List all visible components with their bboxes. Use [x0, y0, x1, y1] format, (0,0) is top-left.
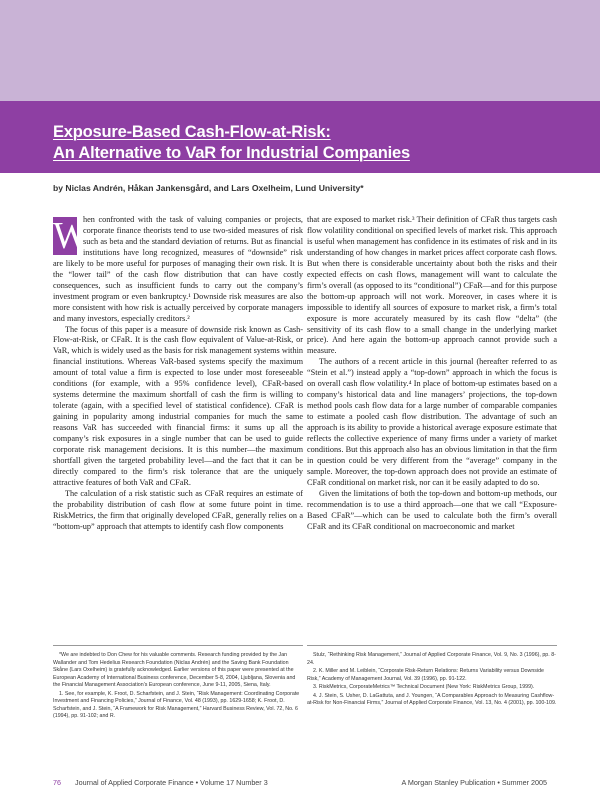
paragraph: that are exposed to market risk.³ Their definition of CFaR thus targets cash flow volatility conditional on specified levels of market risk. This approach is useful when management has confidence in its estimates of risk and in its understanding of how changes in market prices affect corporate cash flows. But when there is considerable uncertainty about both the risks and their expected effects on cash flows, management will want to calculate the firm’s overall (as opposed to its “conditional”) CFaR—and for this purpose the bottom-up approach will not work. Moreover, in cases where it is impossible to identify all sources of exposure to market risk, a firm’s total exposure is more accurately measured by its cash flow “delta” (the sensitivity of its cash flow to a small change in the underlying market price). And here again the bottom-up approach cannot provide such a measure.	[307, 215, 557, 356]
footnote: Stulz, “Rethinking Risk Management,” Journal of Applied Corporate Finance, Vol. 9, No. 3 (1996), pp. 8-24.	[307, 652, 556, 666]
header-top-band	[0, 0, 600, 101]
article-title-line-1: Exposure-Based Cash-Flow-at-Risk:	[53, 123, 331, 141]
footnote: *We are indebted to Don Chew for his valuable comments. Research funding provided by the Jan Wallander and Tom Hedelius Research Foundation (Niclas Andrén) and the Saving Bank Foundation Skåne (Lars Oxelheim) is gratefully acknowledged. Earlier versions of this paper were presented at the European Academy of International Business conference, December 5-8, 2004, Ljubljana, Slovenia and the Financial Management Association’s European conference, June 9-11, 2005, Siena, Italy.	[53, 652, 296, 688]
footnote: 4. J. Stein, S. Usher, D. LaGattuta, and J. Youngen, “A Comparables Approach to Measuring Cashflow-at-Risk for Non-Financial Firms,” Journal of Applied Corporate Finance, Vol. 13, No. 4 (2001), pp. 100-109.	[307, 692, 557, 706]
footnote: 2. K. Miller and M. Leiblein, “Corporate Risk-Return Relations: Returns Variability versus Downside Risk,” Academy of Management Journal, Vol. 39 (1996), pp. 91-122.	[307, 668, 544, 682]
footnote: 1. See, for example, K. Froot, D. Scharfstein, and J. Stein, “Risk Management: Coordinating Corporate Investment and Financing Policies,” Journal of Finance, Vol. 48 (1993), pp. 1629-1658; K. Froot, D. Scharfstein, and J. Stein, “A Framework for Risk Management,” Harvard Business Review, Vol. 72, No. 6 (1994), pp. 91-102; and R.	[53, 690, 300, 719]
page-number: 76	[53, 778, 61, 787]
body-column-left	[53, 215, 303, 533]
footnote-rule-left	[53, 645, 303, 646]
paragraph: The focus of this paper is a measure of downside risk known as Cash-Flow-at-Risk, or CFaR. It is the cash flow equivalent of Value-at-Risk, or VaR, which is widely used as the basis for risk management systems within financial institutions. Whereas VaR-based systems specify the maximum amount of total value a firm is expected to lose under most foreseeable conditions (for example, with a 95% confidence level), CFaR-based systems determine the maximum shortfall of cash the firm is willing to tolerate (again, with a specified level of statistical confidence). CFaR is gaining in popularity among industrial companies for much the same reasons VaR has succeeded with financial firms: it sums up all the company’s risk exposures in a single number that can be used to guide corporate risk management decisions. It is this number—the maximum shortfall given the targeted probability level—and the fact that it can be directly compared to the firm’s risk tolerance that are the uniquely attractive features of both VaR and CFaR.	[53, 324, 303, 487]
article-title-line-2: An Alternative to VaR for Industrial Companies	[53, 144, 410, 162]
paragraph: Given the limitations of both the top-down and bottom-up methods, our recommendation is to use a third approach—one that we call “Exposure-Based CFaR”—which can be used to calculate both the firm’s overall CFaR and its CFaR conditional on macroeconomic and market	[307, 488, 557, 531]
footer-journal: Journal of Applied Corporate Finance • Volume 17 Number 3	[75, 778, 268, 787]
paragraph: W hen confronted with the task of valuing companies or projects, corporate finance theorists tend to use two-sided measures of risk such as beta and the standard deviation of returns. But as financial institutions have long recognized, measures of “downside” risk are likely to be more useful for purposes of managing their own risk. It is the “lower tail” of the cash flow distribution that can have costly consequences, such as insufficient funds to carry out the company’s investment program or even bankruptcy.¹ Downside risk measures are also more consistent with how risk is actually perceived by corporate managers and many investors, especially creditors.²	[53, 215, 303, 323]
footnotes-right	[307, 652, 557, 709]
footnote: 3. RiskMetrics, CorporateMetrics™ Technical Document (New York: RiskMetrics Group, 1999).	[313, 684, 535, 690]
title-band	[0, 101, 600, 173]
author-byline: by Niclas Andrén, Håkan Jankensgård, and Lars Oxelheim, Lund University*	[53, 183, 364, 193]
footer-publisher: A Morgan Stanley Publication • Summer 2005	[401, 778, 547, 787]
body-column-right	[307, 215, 557, 533]
paragraph: The authors of a recent article in this journal (hereafter referred to as “Stein et al.”) instead apply a “top-down” approach in which the focus is on overall cash flow volatility.⁴ In place of bottom-up estimates based on a company’s historical data and line managers’ projections, the top-down method pools cash flow data for a large number of comparable companies to estimate a pooled cash flow distribution. The advantage of such an approach is its ability to provide a historical average exposure estimate that reflects the collective experience of many firms under a variety of market conditions. But this approach also has an obvious limitation in that the firm in question could be very different from the “average” company in the sample. Moreover, the top-down approach does not provide an estimate of CFaR conditional on market risk, nor can it be easily adapted to do so.	[307, 357, 557, 487]
footnote-rule-right	[307, 645, 557, 646]
paragraph: The calculation of a risk statistic such as CFaR requires an estimate of the probability distribution of cash flow at some future point in time. RiskMetrics, the firm that originally developed CFaR, generally relies on a “bottom-up” approach that attempts to identify cash flow components	[53, 488, 303, 531]
drop-cap: W	[53, 215, 89, 257]
footnotes-left	[53, 652, 303, 722]
